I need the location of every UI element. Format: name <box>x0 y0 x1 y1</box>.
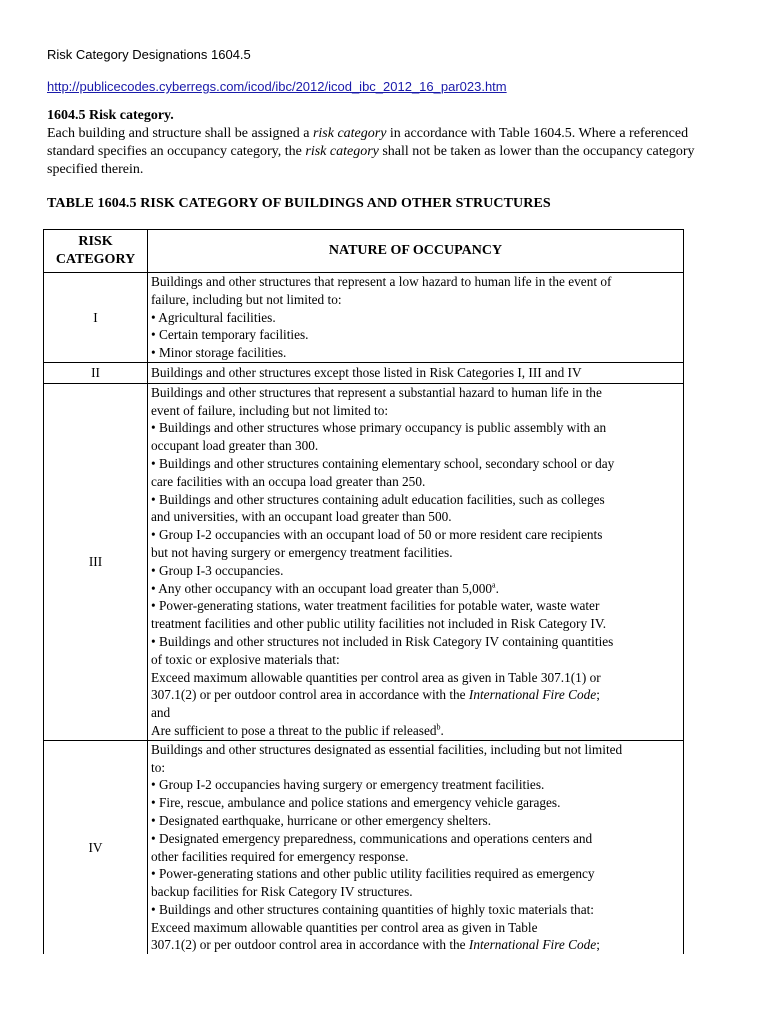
source-link[interactable]: http://publicecodes.cyberregs.com/icod/ibc/2012/icod_ibc_2012_16_par023.htm <box>47 79 507 94</box>
table-row <box>44 362 684 383</box>
occupancy-description: Buildings and other structures designated as essential facilities, including but not limited to: • Group I-2 occupancies having surgery or emergency treatment facilities. • Fire, rescue, ambulance and police stations and emergency vehicle garages. • Designated earthquake, hurricane or other emergency shelters. • Designated emergency preparedness, communications and operations centers and other facilities required for emergency response. • Power-generating stations and other public utility facilities required as emergency backup facilities for Risk Category IV structures. • Buildings and other structures containing quantities of highly toxic materials that: Exceed maximum allowable quantities per control area as given in Table 307.1(2) or per outdoor control area in accordance with the International Fire Code; <box>148 740 684 954</box>
risk-category-table <box>43 229 684 954</box>
footnote-b: b <box>436 722 441 732</box>
section-body: Each building and structure shall be assigned a risk category in accordance with Table 1604.5. Where a referenced standard specifies an occupancy category, the risk category shall not be taken as lower than the occupancy category specified therein. <box>47 126 695 177</box>
header-risk-category: RISK CATEGORY <box>44 230 148 273</box>
table-title: TABLE 1604.5 RISK CATEGORY OF BUILDINGS AND OTHER STRUCTURES <box>47 196 551 211</box>
risk-category-cell: IV <box>44 740 148 954</box>
section-1604-5 <box>47 107 727 179</box>
footnote-a: a <box>492 580 496 590</box>
occupancy-description: Buildings and other structures that represent a low hazard to human life in the event of failure, including but not limited to: • Agricultural facilities. • Certain temporary facilities. • Minor storage facilities. <box>148 273 684 363</box>
code-reference: International Fire Code <box>468 937 597 953</box>
header-nature-of-occupancy: NATURE OF OCCUPANCY <box>148 230 684 273</box>
occupancy-description: Buildings and other structures that represent a substantial hazard to human life in the event of failure, including but not limited to: • Buildings and other structures whose primary occupancy is public assembly with an occupant load greater than 300. • Buildings and other structures containing elementary school, secondary school or day care facilities with an occupa load greater than 250. • Buildings and other structures containing adult education facilities, such as colleges and universities, with an occupant load greater than 500. • Group I-2 occupancies with an occupant load of 50 or more resident care recipients but not having surgery or emergency treatment facilities. • Group I-3 occupancies. • Any other occupancy with an occupant load greater than 5,000$^a$. • Power-generating stations, water treatment facilities for potable water, waste water treatment facilities and other public utility facilities not included in Risk Category IV. • Buildings and other structures not included in Risk Category IV containing quantities of toxic or explosive materials that: Exceed maximum allowable quantities per control area as given in Table 307.1(1) or 307.1(2) or per outdoor control area in accordance with the International Fire Code; and Are sufficient to pose a threat to the public if released$^b$. <box>148 383 684 740</box>
occupancy-description: Buildings and other structures except those listed in Risk Categories I, III and IV <box>148 362 684 383</box>
document-title: Risk Category Designations 1604.5 <box>47 47 251 62</box>
table-row <box>44 383 684 740</box>
risk-category-cell: III <box>44 383 148 740</box>
code-reference: International Fire Code <box>468 687 597 703</box>
table-row <box>44 273 684 363</box>
table-header-row <box>44 230 684 273</box>
risk-category-cell: II <box>44 362 148 383</box>
risk-category-cell: I <box>44 273 148 363</box>
table-row <box>44 740 684 954</box>
risk-category-term: risk category <box>305 144 379 159</box>
section-heading: 1604.5 Risk category. <box>47 108 174 123</box>
risk-category-term: risk category <box>312 126 387 141</box>
